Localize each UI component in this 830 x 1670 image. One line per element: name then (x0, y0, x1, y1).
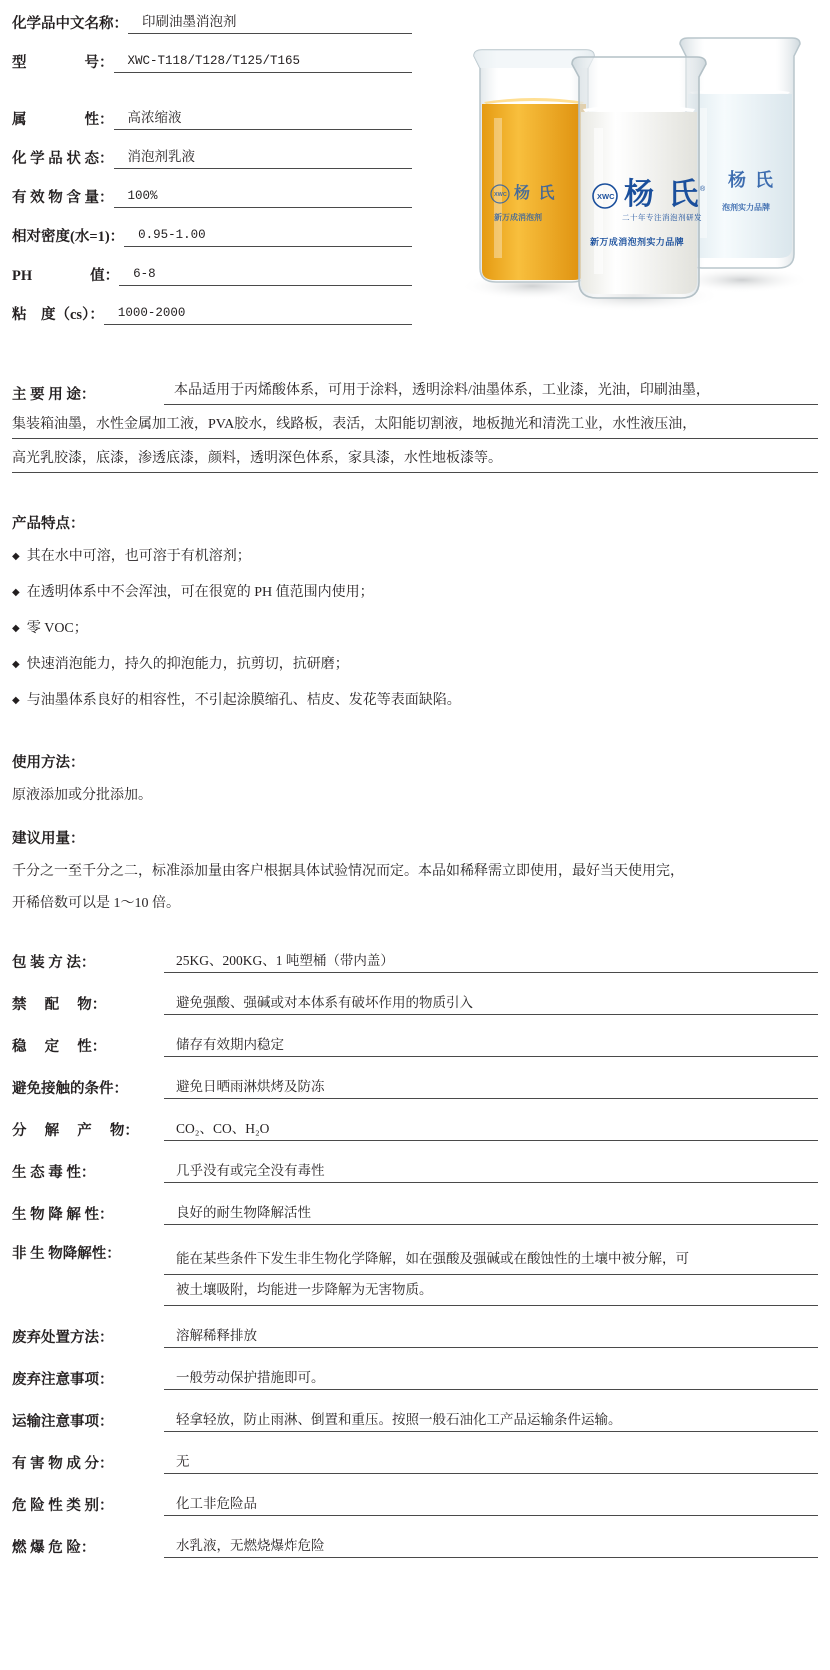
svg-text:杨 氏: 杨 氏 (728, 170, 776, 190)
table-row (12, 950, 818, 973)
table-row (12, 1325, 818, 1348)
row-value: 化工非危险品 (164, 1494, 818, 1516)
row-label: 分 解 产 物： (12, 1123, 139, 1139)
row-value: 良好的耐生物降解活性 (164, 1203, 818, 1225)
spec-label: 相对密度(水=1)： (12, 229, 125, 245)
method-title: 使用方法： (12, 755, 85, 771)
spec-label: 粘 度（cs）： (12, 307, 104, 323)
spec-value: 0.95-1.00 (124, 226, 412, 247)
row-value: 无 (164, 1452, 818, 1474)
row-label: 非 生 物降解性： (12, 1246, 121, 1262)
table-row (12, 1076, 818, 1099)
table-row (12, 992, 818, 1015)
feature-item (12, 690, 818, 712)
table-row (12, 1409, 818, 1432)
spec-row (12, 108, 412, 130)
spec-value: 6-8 (119, 265, 412, 286)
spec-label: 型 号： (12, 55, 114, 71)
features-section (12, 513, 818, 726)
row-label: 禁 配 物： (12, 997, 107, 1013)
three-beakers-icon (442, 8, 822, 318)
table-row (12, 1034, 818, 1057)
row-value: 水乳液，无燃烧爆炸危险 (164, 1536, 818, 1558)
bullet-icon: ◆ (12, 587, 20, 598)
table-row (12, 1535, 818, 1558)
usage-section (12, 378, 818, 473)
table-row (12, 1118, 818, 1141)
spec-label: 化学品中文名称： (12, 16, 128, 32)
row-value: 储存有效期内稳定 (164, 1035, 818, 1057)
spec-row (12, 51, 412, 73)
feature-item (12, 618, 818, 640)
spec-label: 化 学 品 状 态： (12, 151, 114, 167)
usage-line-1: 本品适用于丙烯酸体系，可用于涂料，透明涂料/油墨体系，工业漆，光油，印刷油墨， (164, 378, 818, 405)
features-title: 产品特点： (12, 516, 85, 532)
dosage-line-2: 开稀倍数可以是 1～10 倍。 (12, 896, 180, 911)
row-label: 避免接触的条件： (12, 1081, 128, 1097)
svg-text:®: ® (700, 186, 706, 193)
feature-item (12, 582, 818, 604)
row-value: 避免强酸、强碱或对本体系有破坏作用的物质引入 (164, 993, 818, 1015)
spec-value: 消泡剂乳液 (114, 148, 413, 169)
spec-value: 印刷油墨消泡剂 (128, 13, 412, 34)
table-row (12, 1244, 818, 1275)
row-label: 运输注意事项： (12, 1414, 114, 1430)
spec-value: XWC-T118/T128/T125/T165 (114, 52, 413, 73)
table-row (12, 1202, 818, 1225)
feature-text: 快速消泡能力，持久的抑泡能力，抗剪切，抗研磨； (26, 657, 349, 672)
spec-row (12, 12, 412, 34)
spec-label: 属 性： (12, 112, 114, 128)
brand-main-text: 杨 氏 (624, 178, 702, 211)
spec-value: 100% (114, 187, 413, 208)
row-value: 一般劳动保护措施即可。 (164, 1368, 818, 1390)
dosage-line-1: 千分之一至千分之二，标准添加量由客户根据具体试验情况而定。本品如稀释需立即使用，最好当天使用完， (12, 864, 684, 879)
feature-text: 在透明体系中不会浑浊，可在很宽的 PH 值范围内使用； (26, 585, 374, 600)
bullet-icon: ◆ (12, 623, 20, 634)
bullet-icon: ◆ (12, 551, 20, 562)
spec-label: PH 值： (12, 268, 120, 284)
row-value-continued: 被土壤吸附，均能进一步降解为无害物质。 (164, 1275, 818, 1306)
svg-text:泡剂实力品牌: 泡剂实力品牌 (722, 203, 770, 212)
spec-row (12, 264, 412, 286)
row-value: 溶解稀释排放 (164, 1326, 818, 1348)
svg-text:新万成消泡剂实力品牌: 新万成消泡剂实力品牌 (590, 237, 685, 247)
row-value: 轻拿轻放，防止雨淋、倒置和重压。按照一般石油化工产品运输条件运输。 (164, 1410, 818, 1432)
spec-row (12, 186, 412, 208)
row-value: 避免日晒雨淋烘烤及防冻 (164, 1077, 818, 1099)
feature-text: 与油墨体系良好的相容性，不引起涂膜缩孔、桔皮、发花等表面缺陷。 (26, 693, 461, 708)
spec-value: 高浓缩液 (114, 109, 413, 130)
row-value: CO₂、CO、H₂O (164, 1119, 818, 1141)
svg-text:杨 氏: 杨 氏 (514, 185, 557, 202)
usage-line-3: 高光乳胶漆，底漆，渗透底漆，颜料，透明深色体系，家具漆，水性地板漆等。 (12, 446, 818, 473)
row-label: 稳 定 性： (12, 1039, 107, 1055)
row-value: 几乎没有或完全没有毒性 (164, 1161, 818, 1183)
table-row (12, 1493, 818, 1516)
spec-label: 有 效 物 含 量： (12, 190, 114, 206)
method-section (12, 752, 818, 807)
spec-list (12, 12, 412, 342)
svg-text:XWC: XWC (597, 192, 615, 201)
row-value: 能在某些条件下发生非生物化学降解，如在强酸及强碱或在酸蚀性的土壤中被分解，可 (164, 1244, 818, 1275)
feature-item (12, 546, 818, 568)
table-row (12, 1367, 818, 1390)
feature-text: 零 VOC； (26, 621, 88, 636)
row-label: 生 态 毒 性： (12, 1165, 96, 1181)
spec-row (12, 147, 412, 169)
spec-value: 1000-2000 (104, 304, 412, 325)
product-photo (442, 8, 822, 318)
table-row (12, 1160, 818, 1183)
row-label: 生 物 降 解 性： (12, 1207, 114, 1223)
bullet-icon: ◆ (12, 695, 20, 706)
table-row (12, 1451, 818, 1474)
svg-text:新万成消泡剂: 新万成消泡剂 (494, 213, 542, 222)
row-label: 危 险 性 类 别： (12, 1498, 114, 1514)
usage-first-line (12, 378, 818, 405)
feature-text: 其在水中可溶，也可溶于有机溶剂； (26, 549, 251, 564)
row-label: 包 装 方 法： (12, 955, 96, 971)
row-label: 燃 爆 危 险： (12, 1540, 96, 1556)
bullet-icon: ◆ (12, 659, 20, 670)
properties-table (12, 950, 818, 1577)
row-value: 25KG、200KG、1 吨塑桶（带内盖） (164, 951, 818, 973)
feature-item (12, 654, 818, 676)
dosage-section (12, 828, 818, 915)
spec-row (12, 225, 412, 247)
row-label: 有 害 物 成 分： (12, 1456, 114, 1472)
svg-text:二十年专注消泡剂研发: 二十年专注消泡剂研发 (622, 213, 702, 222)
usage-line-2: 集装箱油墨，水性金属加工液，PVA胶水，线路板，表活，太阳能切割液，地板抛光和清洗工业，水性液压油， (12, 412, 818, 439)
svg-text:XWC: XWC (494, 192, 507, 198)
row-label: 废弃处置方法： (12, 1330, 114, 1346)
dosage-title: 建议用量： (12, 831, 85, 847)
row-label: 废弃注意事项： (12, 1372, 114, 1388)
method-text: 原液添加或分批添加。 (12, 788, 152, 803)
spec-row (12, 303, 412, 325)
usage-label: 主 要 用 途： (12, 387, 96, 403)
